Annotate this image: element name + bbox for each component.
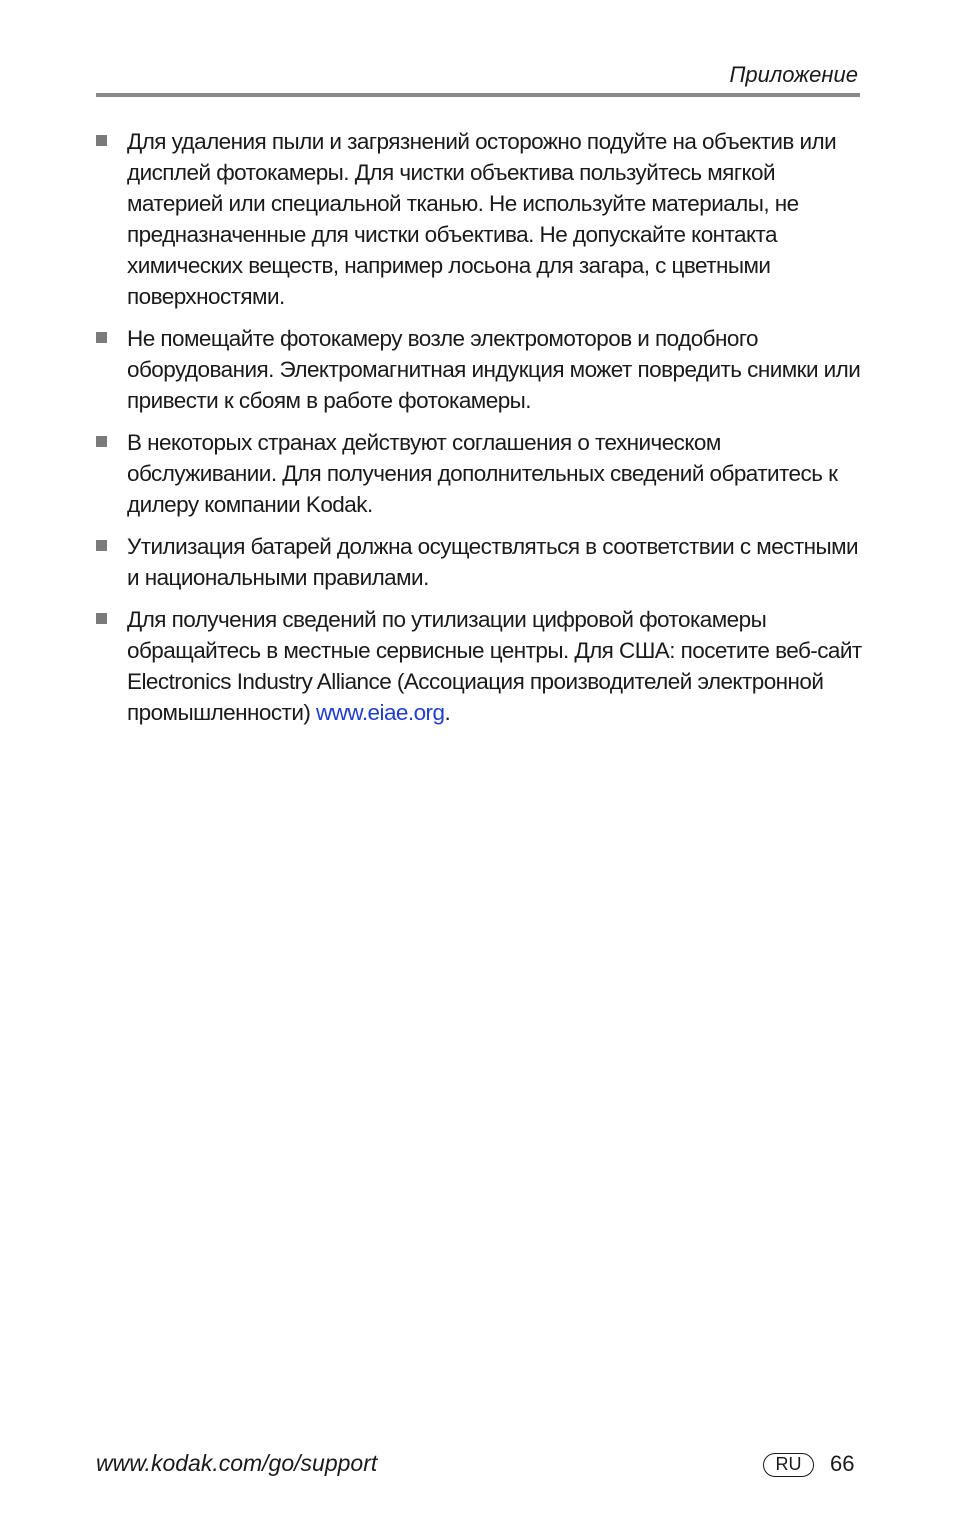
- header-divider: [96, 93, 860, 97]
- list-item: [96, 323, 866, 416]
- list-item: [96, 126, 866, 312]
- page-header-title: Приложение: [729, 62, 858, 87]
- list-item-text: [127, 604, 866, 728]
- square-bullet-icon: [96, 332, 107, 343]
- list-item: [96, 427, 866, 520]
- bullet-list: [96, 126, 866, 739]
- link-trailing-period: .: [444, 700, 451, 725]
- eiae-link[interactable]: www.eiae.org: [315, 700, 445, 725]
- footer-support-url[interactable]: www.kodak.com/go/support: [96, 1450, 378, 1476]
- list-item-text: В некоторых странах действуют соглашения о техническом обслуживании. Для получения дополнительных сведений обратитесь к дилеру компании Kodak.: [127, 430, 838, 517]
- list-item: [96, 531, 866, 593]
- list-item-text: Утилизация батарей должна осуществляться в соответствии с местными и национальными правилами.: [127, 534, 859, 590]
- language-badge: RU: [763, 1453, 814, 1477]
- square-bullet-icon: [96, 540, 107, 551]
- square-bullet-icon: [96, 436, 107, 447]
- page-number: 66: [830, 1451, 855, 1476]
- list-item-text-body: Для получения сведений по утилизации цифровой фотокамеры обращайтесь в местные сервисные центры. Для США: посетите веб-сайт Electronics Industry Alliance (Ассоциация производителей электронной промышленности): [127, 607, 862, 725]
- square-bullet-icon: [96, 613, 107, 624]
- square-bullet-icon: [96, 135, 107, 146]
- list-item-text: Для удаления пыли и загрязнений осторожно подуйте на объектив или дисплей фотокамеры. Для чистки объектива пользуйтесь мягкой материей или специальной тканью. Не используйте материалы, не предназначенные для чистки объектива. Не допускайте контакта химических веществ, например лосьона для загара, с цветными поверхностями.: [127, 129, 837, 309]
- list-item: [96, 604, 866, 728]
- list-item-text: Не помещайте фотокамеру возле электромоторов и подобного оборудования. Электромагнитная индукция может повредить снимки или привести к сбоям в работе фотокамеры.: [127, 326, 861, 413]
